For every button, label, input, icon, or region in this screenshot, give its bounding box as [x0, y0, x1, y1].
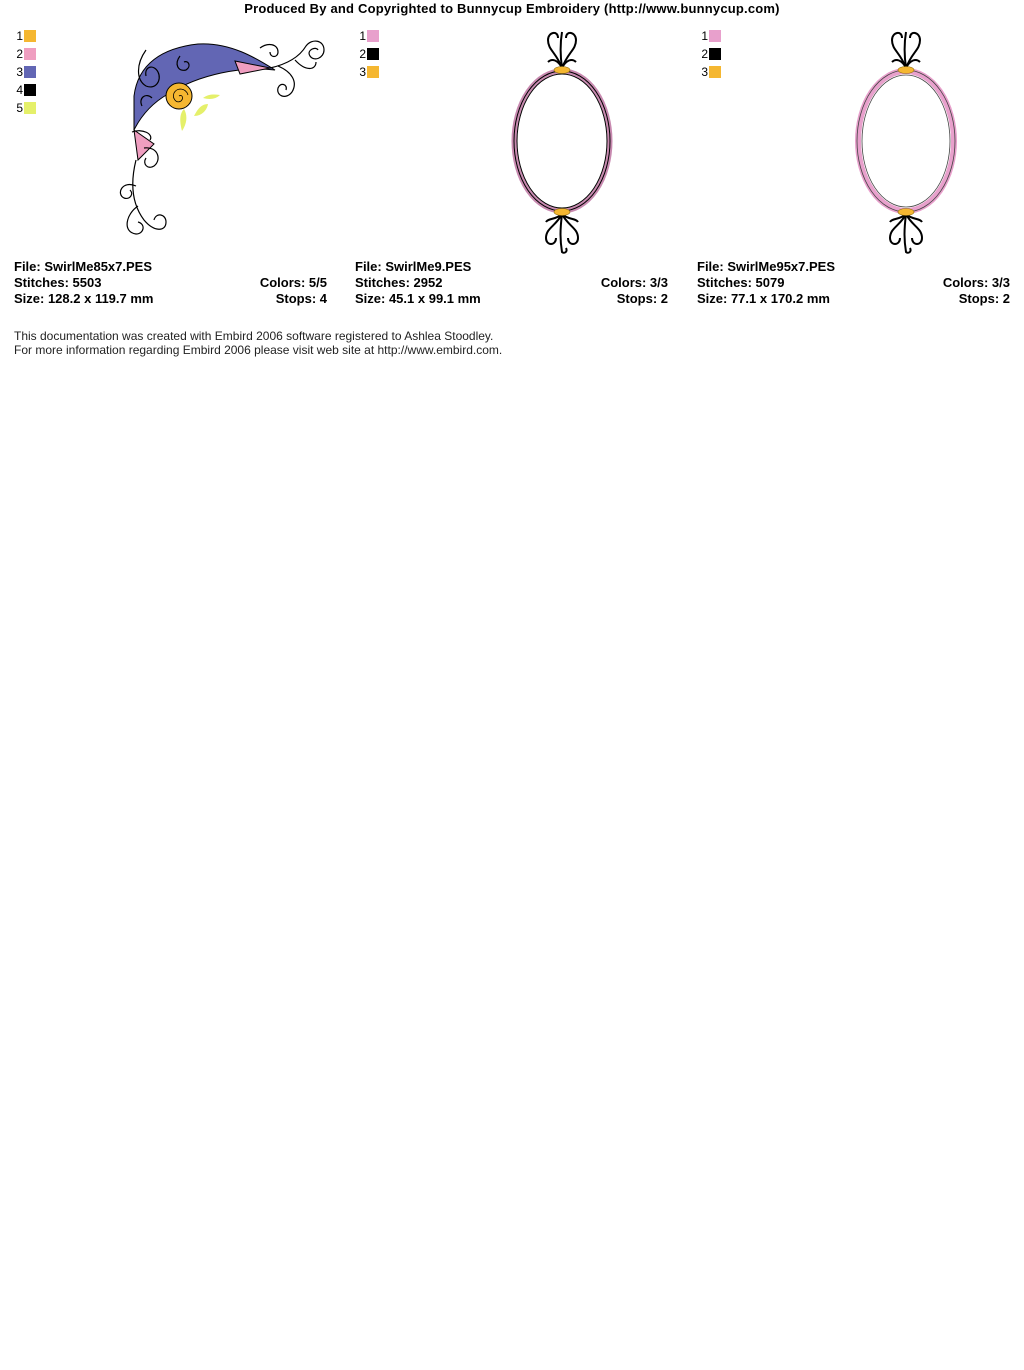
info-row	[355, 259, 668, 275]
design-size: Size: 128.2 x 119.7 mm	[14, 291, 154, 306]
info-row	[14, 259, 327, 275]
design-preview-oval-frame-pink	[846, 24, 966, 256]
file-name: File: SwirlMe95x7.PES	[697, 259, 836, 274]
info-row	[14, 291, 327, 307]
legend-row: 4	[14, 81, 36, 99]
design-info-1	[14, 259, 327, 307]
info-row	[14, 275, 327, 291]
design-preview-swirl-corner	[110, 36, 335, 246]
color-swatch	[709, 66, 721, 78]
color-count: Colors: 5/5	[259, 275, 327, 290]
legend-row: 5	[14, 99, 36, 117]
design-info-2	[355, 259, 668, 307]
legend-row: 1	[14, 27, 36, 45]
info-row	[697, 291, 1010, 307]
color-swatch	[24, 102, 36, 114]
legend-row: 3	[699, 63, 721, 81]
legend-row: 1	[699, 27, 721, 45]
color-swatch	[24, 66, 36, 78]
legend-row: 1	[357, 27, 379, 45]
design-preview-oval-frame	[502, 24, 622, 256]
color-count: Colors: 3/3	[600, 275, 668, 290]
color-swatch	[24, 84, 36, 96]
info-row	[697, 259, 1010, 275]
color-swatch	[367, 48, 379, 60]
color-swatch	[24, 48, 36, 60]
footer-note	[14, 329, 502, 357]
footer-line-1: This documentation was created with Embird 2006 software registered to Ashlea Stoodley.	[14, 329, 494, 343]
color-swatch	[367, 30, 379, 42]
design-info-3	[697, 259, 1010, 307]
legend-row: 2	[699, 45, 721, 63]
stitch-count: Stitches: 5079	[697, 275, 785, 290]
page-header: Produced By and Copyrighted to Bunnycup Embroidery (http://www.bunnycup.com)	[244, 1, 780, 16]
info-row	[355, 291, 668, 307]
legend-row: 2	[357, 45, 379, 63]
color-count: Colors: 3/3	[942, 275, 1010, 290]
stop-count: Stops: 4	[275, 291, 327, 306]
file-name: File: SwirlMe9.PES	[355, 259, 472, 274]
legend-row: 2	[14, 45, 36, 63]
footer-line-2: For more information regarding Embird 2006 please visit web site at http://www.embird.com.	[14, 343, 503, 357]
design-size: Size: 45.1 x 99.1 mm	[355, 291, 481, 306]
stitch-count: Stitches: 5503	[14, 275, 102, 290]
color-swatch	[709, 30, 721, 42]
color-swatch	[24, 30, 36, 42]
color-swatch	[709, 48, 721, 60]
info-row	[697, 275, 1010, 291]
color-legend-3	[699, 27, 721, 81]
color-legend-2	[357, 27, 379, 81]
color-legend-1	[14, 27, 36, 117]
stop-count: Stops: 2	[958, 291, 1010, 306]
file-name: File: SwirlMe85x7.PES	[14, 259, 153, 274]
stop-count: Stops: 2	[616, 291, 668, 306]
stitch-count: Stitches: 2952	[355, 275, 443, 290]
info-row	[355, 275, 668, 291]
color-swatch	[367, 66, 379, 78]
legend-row: 3	[357, 63, 379, 81]
legend-row: 3	[14, 63, 36, 81]
design-size: Size: 77.1 x 170.2 mm	[697, 291, 830, 306]
